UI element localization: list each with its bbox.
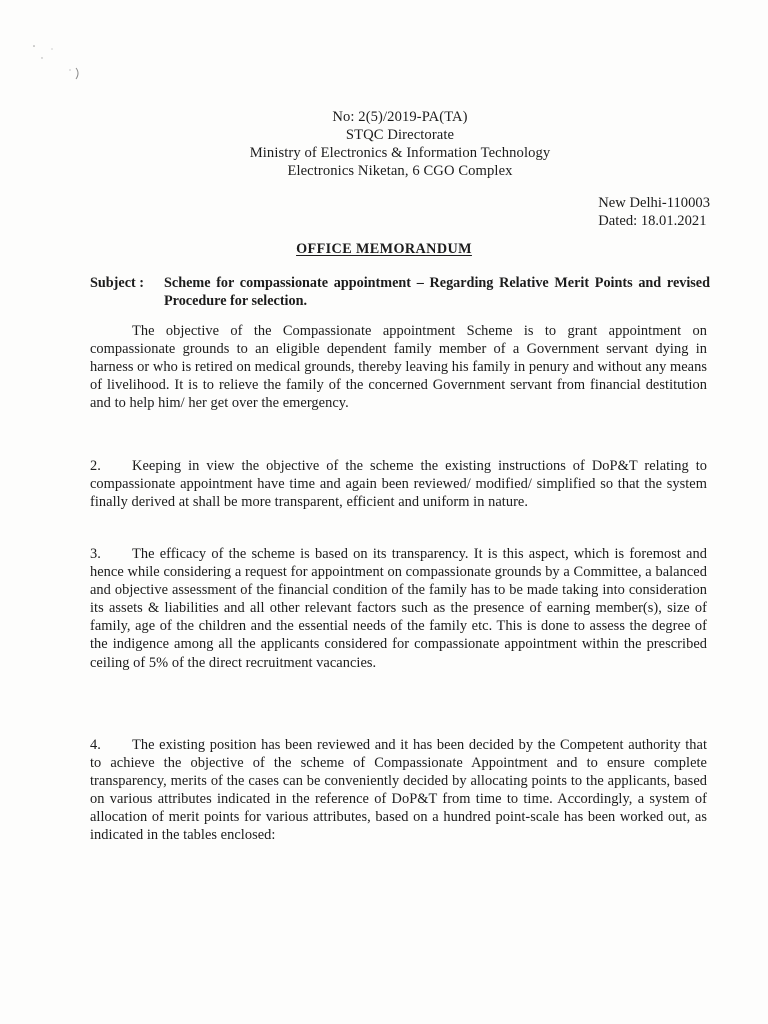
date: Dated: 18.01.2021 (598, 213, 707, 229)
paragraph-3 (90, 545, 707, 672)
subject-text: Scheme for compassionate appointment – Regarding Relative Merit Points and revised Procedure for selection. (164, 275, 710, 309)
ministry-name: Ministry of Electronics & Information Technology (249, 145, 551, 161)
paragraph-number: 2. (90, 458, 101, 474)
paragraph-number: 3. (90, 546, 101, 562)
place-and-date (598, 194, 710, 230)
memo-title-text: OFFICE MEMORANDUM (296, 241, 472, 257)
reference-number: No: 2(5)/2019-PA(TA) (332, 109, 468, 125)
paragraph-4 (90, 736, 707, 845)
paragraph-1 (90, 322, 707, 412)
paragraph-text: The efficacy of the scheme is based on its transparency. It is this aspect, which is foremost and hence while considering a request for appointment on compassionate grounds by a Committee, a balanced and objective assessment of the financial condition of the family has to be made taking into consideration its assets & liabilities and all other relevant factors such as the presence of earning member(s), size of family, age of the children and the essential needs of the family etc. This is done to assess the degree of the indigence among all the applicants considered for compassionate appointment within the prescribed ceiling of 5% of the direct recruitment vacancies. (90, 546, 707, 671)
scan-specks (30, 40, 90, 90)
paragraph-number: 4. (90, 737, 101, 753)
paragraph-text: The objective of the Compassionate appointment Scheme is to grant appointment on compassionate grounds to an eligible dependent family member of a Government servant dying in harness or who is retired on medical grounds, thereby leaving his family in penury and without any means of livelihood. It is to relieve the family of the concerned Government servant from financial destitution and to help him/ her get over the emergency. (90, 323, 707, 412)
paragraph-text: The existing position has been reviewed and it has been decided by the Competent authority that to achieve the objective of the scheme of Compassionate Appointment and to ensure complete transparency, merits of the cases can be conveniently decided by allocating points to the applicants, based on various attributes indicated in the reference of DoP&T from time to time. Accordingly, a system of allocation of merit points for various attributes, based on a hundred point-scale has been worked out, as indicated in the tables enclosed: (90, 737, 707, 844)
letterhead (150, 108, 650, 180)
paragraph-2 (90, 457, 707, 511)
directorate-name: STQC Directorate (345, 127, 455, 143)
office-address: Electronics Niketan, 6 CGO Complex (287, 163, 513, 179)
memo-title (0, 241, 768, 258)
place: New Delhi-110003 (598, 195, 710, 211)
subject-line (90, 275, 710, 310)
subject-label: Subject : (90, 275, 144, 291)
paragraph-text: Keeping in view the objective of the scheme the existing instructions of DoP&T relating to compassionate appointment have time and again been reviewed/ modified/ simplified so that the system finally derived at shall be more transparent, efficient and uniform in nature. (90, 458, 707, 511)
